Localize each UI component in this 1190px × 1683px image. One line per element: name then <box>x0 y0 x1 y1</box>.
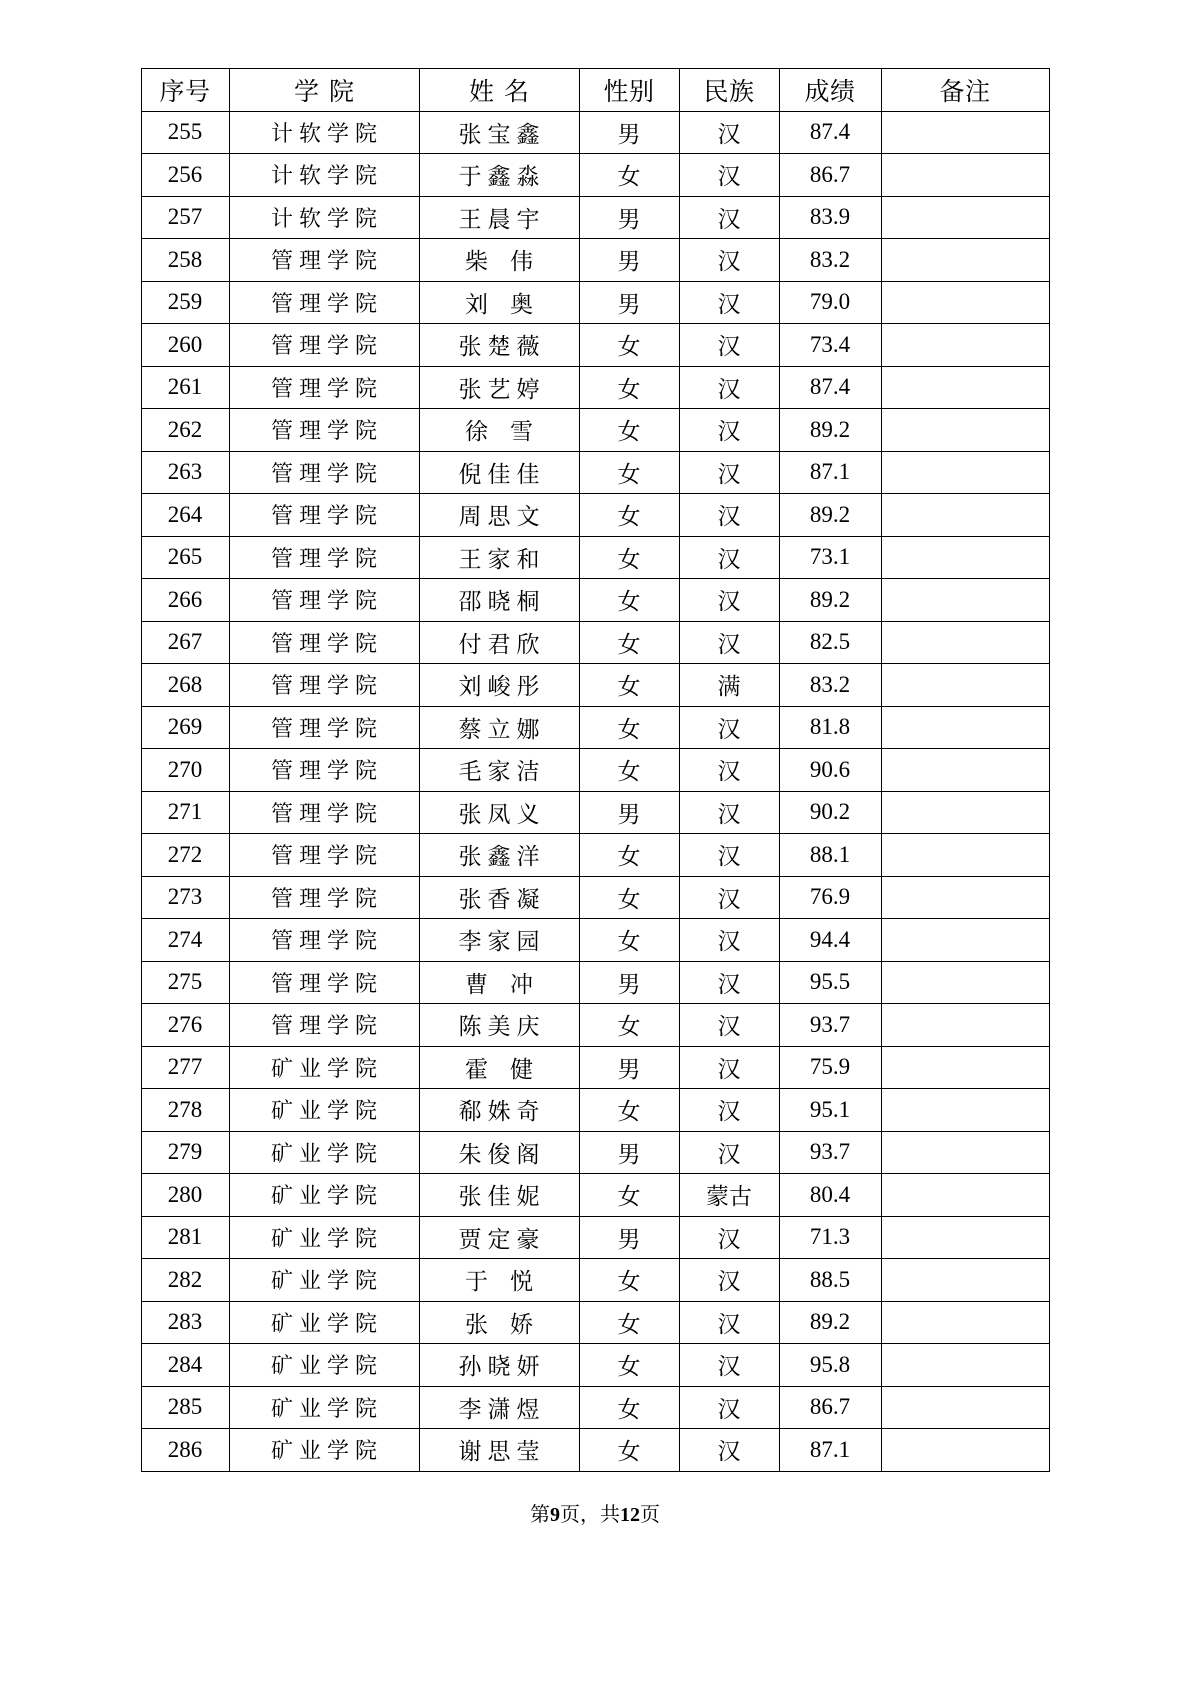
cell-gender: 男 <box>579 111 679 154</box>
cell-college: 管理学院 <box>229 791 419 834</box>
cell-ethnicity: 汉 <box>679 1429 779 1472</box>
cell-index: 283 <box>141 1301 229 1344</box>
cell-gender: 女 <box>579 1004 679 1047</box>
cell-index: 260 <box>141 324 229 367</box>
cell-gender: 女 <box>579 749 679 792</box>
cell-gender: 男 <box>579 791 679 834</box>
cell-name: 刘奥 <box>419 281 579 324</box>
cell-score: 86.7 <box>779 154 881 197</box>
cell-score: 81.8 <box>779 706 881 749</box>
cell-remark <box>881 409 1049 452</box>
cell-index: 261 <box>141 366 229 409</box>
cell-ethnicity: 汉 <box>679 111 779 154</box>
table-row <box>141 664 1049 707</box>
cell-score: 89.2 <box>779 1301 881 1344</box>
cell-gender: 男 <box>579 196 679 239</box>
table-row <box>141 1216 1049 1259</box>
cell-index: 275 <box>141 961 229 1004</box>
cell-name: 徐雪 <box>419 409 579 452</box>
cell-gender: 女 <box>579 536 679 579</box>
cell-ethnicity: 蒙古 <box>679 1174 779 1217</box>
cell-index: 268 <box>141 664 229 707</box>
cell-college: 管理学院 <box>229 834 419 877</box>
cell-index: 265 <box>141 536 229 579</box>
cell-ethnicity: 汉 <box>679 961 779 1004</box>
table-row <box>141 1131 1049 1174</box>
cell-remark <box>881 919 1049 962</box>
cell-name: 张宝鑫 <box>419 111 579 154</box>
cell-name: 柴伟 <box>419 239 579 282</box>
page-footer <box>141 1498 1049 1527</box>
cell-remark <box>881 1004 1049 1047</box>
table-row <box>141 451 1049 494</box>
cell-index: 273 <box>141 876 229 919</box>
cell-gender: 女 <box>579 1301 679 1344</box>
cell-index: 284 <box>141 1344 229 1387</box>
cell-remark <box>881 621 1049 664</box>
cell-score: 83.2 <box>779 664 881 707</box>
cell-gender: 男 <box>579 281 679 324</box>
cell-index: 280 <box>141 1174 229 1217</box>
cell-gender: 女 <box>579 451 679 494</box>
cell-index: 259 <box>141 281 229 324</box>
cell-name: 毛家洁 <box>419 749 579 792</box>
column-header-name: 姓名 <box>419 69 579 112</box>
table-row <box>141 1174 1049 1217</box>
table-row <box>141 579 1049 622</box>
cell-college: 计软学院 <box>229 111 419 154</box>
cell-gender: 男 <box>579 239 679 282</box>
cell-college: 管理学院 <box>229 1004 419 1047</box>
table-row <box>141 494 1049 537</box>
cell-college: 矿业学院 <box>229 1216 419 1259</box>
cell-score: 90.6 <box>779 749 881 792</box>
cell-score: 89.2 <box>779 494 881 537</box>
cell-name: 王家和 <box>419 536 579 579</box>
cell-score: 73.1 <box>779 536 881 579</box>
cell-college: 管理学院 <box>229 919 419 962</box>
cell-index: 266 <box>141 579 229 622</box>
cell-college: 管理学院 <box>229 876 419 919</box>
cell-college: 管理学院 <box>229 961 419 1004</box>
cell-index: 286 <box>141 1429 229 1472</box>
cell-gender: 男 <box>579 1046 679 1089</box>
table-row <box>141 1301 1049 1344</box>
cell-college: 矿业学院 <box>229 1344 419 1387</box>
cell-name: 张佳妮 <box>419 1174 579 1217</box>
cell-ethnicity: 汉 <box>679 324 779 367</box>
cell-ethnicity: 汉 <box>679 1259 779 1302</box>
cell-college: 管理学院 <box>229 664 419 707</box>
cell-ethnicity: 汉 <box>679 239 779 282</box>
cell-ethnicity: 汉 <box>679 536 779 579</box>
cell-index: 267 <box>141 621 229 664</box>
cell-index: 282 <box>141 1259 229 1302</box>
cell-gender: 女 <box>579 1386 679 1429</box>
cell-name: 于悦 <box>419 1259 579 1302</box>
cell-remark <box>881 1131 1049 1174</box>
cell-index: 276 <box>141 1004 229 1047</box>
cell-name: 刘峻彤 <box>419 664 579 707</box>
cell-score: 75.9 <box>779 1046 881 1089</box>
cell-name: 张娇 <box>419 1301 579 1344</box>
cell-college: 矿业学院 <box>229 1259 419 1302</box>
cell-gender: 女 <box>579 154 679 197</box>
cell-gender: 女 <box>579 366 679 409</box>
cell-index: 270 <box>141 749 229 792</box>
cell-college: 管理学院 <box>229 494 419 537</box>
cell-score: 86.7 <box>779 1386 881 1429</box>
cell-college: 管理学院 <box>229 281 419 324</box>
cell-remark <box>881 876 1049 919</box>
cell-name: 孙晓妍 <box>419 1344 579 1387</box>
cell-index: 279 <box>141 1131 229 1174</box>
cell-college: 管理学院 <box>229 749 419 792</box>
table-row <box>141 1089 1049 1132</box>
cell-gender: 女 <box>579 664 679 707</box>
table-row <box>141 196 1049 239</box>
table-row <box>141 919 1049 962</box>
footer-current-page: 9 <box>550 1503 560 1526</box>
cell-gender: 女 <box>579 409 679 452</box>
cell-ethnicity: 汉 <box>679 749 779 792</box>
cell-index: 271 <box>141 791 229 834</box>
cell-index: 264 <box>141 494 229 537</box>
cell-name: 李家园 <box>419 919 579 962</box>
cell-name: 张凤义 <box>419 791 579 834</box>
cell-score: 93.7 <box>779 1131 881 1174</box>
cell-ethnicity: 汉 <box>679 1089 779 1132</box>
cell-remark <box>881 1429 1049 1472</box>
cell-ethnicity: 汉 <box>679 366 779 409</box>
table-row <box>141 834 1049 877</box>
table-header <box>141 69 1049 112</box>
table-row <box>141 1046 1049 1089</box>
cell-index: 263 <box>141 451 229 494</box>
cell-gender: 女 <box>579 494 679 537</box>
table-row <box>141 791 1049 834</box>
cell-ethnicity: 汉 <box>679 1131 779 1174</box>
cell-name: 倪佳佳 <box>419 451 579 494</box>
cell-remark <box>881 961 1049 1004</box>
cell-name: 陈美庆 <box>419 1004 579 1047</box>
cell-index: 272 <box>141 834 229 877</box>
cell-score: 95.8 <box>779 1344 881 1387</box>
cell-ethnicity: 汉 <box>679 281 779 324</box>
table-row <box>141 366 1049 409</box>
cell-gender: 女 <box>579 579 679 622</box>
cell-score: 76.9 <box>779 876 881 919</box>
cell-gender: 女 <box>579 621 679 664</box>
column-header-ethnicity: 民族 <box>679 69 779 112</box>
cell-gender: 男 <box>579 961 679 1004</box>
cell-index: 281 <box>141 1216 229 1259</box>
table-row <box>141 706 1049 749</box>
cell-name: 邵晓桐 <box>419 579 579 622</box>
cell-college: 矿业学院 <box>229 1046 419 1089</box>
cell-remark <box>881 324 1049 367</box>
cell-name: 贾定豪 <box>419 1216 579 1259</box>
cell-college: 管理学院 <box>229 579 419 622</box>
cell-gender: 女 <box>579 324 679 367</box>
cell-score: 83.2 <box>779 239 881 282</box>
cell-college: 管理学院 <box>229 706 419 749</box>
cell-ethnicity: 汉 <box>679 834 779 877</box>
table-row <box>141 1429 1049 1472</box>
cell-ethnicity: 汉 <box>679 494 779 537</box>
cell-remark <box>881 1301 1049 1344</box>
cell-ethnicity: 汉 <box>679 791 779 834</box>
cell-index: 262 <box>141 409 229 452</box>
cell-remark <box>881 1259 1049 1302</box>
cell-score: 80.4 <box>779 1174 881 1217</box>
column-header-remark: 备注 <box>881 69 1049 112</box>
cell-name: 张香凝 <box>419 876 579 919</box>
cell-remark <box>881 239 1049 282</box>
cell-remark <box>881 451 1049 494</box>
table-header-row <box>141 69 1049 112</box>
cell-index: 269 <box>141 706 229 749</box>
cell-name: 郗姝奇 <box>419 1089 579 1132</box>
cell-college: 管理学院 <box>229 621 419 664</box>
cell-remark <box>881 1386 1049 1429</box>
cell-name: 付君欣 <box>419 621 579 664</box>
cell-ethnicity: 汉 <box>679 1216 779 1259</box>
cell-gender: 女 <box>579 1429 679 1472</box>
cell-gender: 女 <box>579 1344 679 1387</box>
table-row <box>141 536 1049 579</box>
cell-ethnicity: 汉 <box>679 706 779 749</box>
cell-college: 管理学院 <box>229 366 419 409</box>
cell-gender: 女 <box>579 834 679 877</box>
cell-name: 李潇煜 <box>419 1386 579 1429</box>
cell-remark <box>881 1046 1049 1089</box>
cell-ethnicity: 汉 <box>679 579 779 622</box>
cell-gender: 女 <box>579 1174 679 1217</box>
cell-remark <box>881 834 1049 877</box>
cell-college: 矿业学院 <box>229 1089 419 1132</box>
table-row <box>141 409 1049 452</box>
cell-ethnicity: 汉 <box>679 1301 779 1344</box>
cell-name: 张鑫洋 <box>419 834 579 877</box>
cell-gender: 男 <box>579 1131 679 1174</box>
cell-ethnicity: 汉 <box>679 1046 779 1089</box>
cell-score: 89.2 <box>779 409 881 452</box>
cell-ethnicity: 汉 <box>679 876 779 919</box>
table-row <box>141 324 1049 367</box>
table-row <box>141 749 1049 792</box>
cell-score: 95.1 <box>779 1089 881 1132</box>
cell-score: 79.0 <box>779 281 881 324</box>
cell-score: 83.9 <box>779 196 881 239</box>
cell-college: 管理学院 <box>229 409 419 452</box>
table-row <box>141 1259 1049 1302</box>
table-row <box>141 876 1049 919</box>
cell-college: 管理学院 <box>229 324 419 367</box>
cell-remark <box>881 1089 1049 1132</box>
cell-ethnicity: 汉 <box>679 154 779 197</box>
cell-score: 95.5 <box>779 961 881 1004</box>
table-row <box>141 1344 1049 1387</box>
cell-score: 90.2 <box>779 791 881 834</box>
cell-score: 87.1 <box>779 1429 881 1472</box>
cell-college: 管理学院 <box>229 536 419 579</box>
cell-ethnicity: 汉 <box>679 1386 779 1429</box>
cell-remark <box>881 111 1049 154</box>
cell-college: 矿业学院 <box>229 1174 419 1217</box>
cell-ethnicity: 汉 <box>679 1004 779 1047</box>
cell-score: 87.4 <box>779 111 881 154</box>
column-header-college: 学院 <box>229 69 419 112</box>
score-table <box>141 68 1050 1472</box>
cell-remark <box>881 1174 1049 1217</box>
cell-score: 87.4 <box>779 366 881 409</box>
cell-college: 矿业学院 <box>229 1131 419 1174</box>
footer-prefix: 第 <box>530 1503 550 1526</box>
cell-remark <box>881 154 1049 197</box>
cell-gender: 女 <box>579 1089 679 1132</box>
cell-remark <box>881 196 1049 239</box>
table-row <box>141 1004 1049 1047</box>
cell-name: 霍健 <box>419 1046 579 1089</box>
cell-ethnicity: 满 <box>679 664 779 707</box>
cell-ethnicity: 汉 <box>679 621 779 664</box>
cell-ethnicity: 汉 <box>679 1344 779 1387</box>
cell-name: 曹冲 <box>419 961 579 1004</box>
cell-index: 255 <box>141 111 229 154</box>
cell-index: 258 <box>141 239 229 282</box>
cell-name: 王晨宇 <box>419 196 579 239</box>
cell-college: 矿业学院 <box>229 1301 419 1344</box>
cell-gender: 女 <box>579 706 679 749</box>
column-header-score: 成绩 <box>779 69 881 112</box>
cell-name: 周思文 <box>419 494 579 537</box>
cell-index: 285 <box>141 1386 229 1429</box>
cell-gender: 女 <box>579 1259 679 1302</box>
cell-ethnicity: 汉 <box>679 196 779 239</box>
cell-score: 87.1 <box>779 451 881 494</box>
cell-ethnicity: 汉 <box>679 409 779 452</box>
cell-college: 矿业学院 <box>229 1386 419 1429</box>
cell-remark <box>881 1216 1049 1259</box>
table-row <box>141 281 1049 324</box>
cell-index: 277 <box>141 1046 229 1089</box>
table-row <box>141 111 1049 154</box>
cell-name: 张艺婷 <box>419 366 579 409</box>
cell-score: 94.4 <box>779 919 881 962</box>
cell-remark <box>881 494 1049 537</box>
cell-college: 计软学院 <box>229 196 419 239</box>
cell-index: 256 <box>141 154 229 197</box>
cell-gender: 女 <box>579 876 679 919</box>
cell-score: 93.7 <box>779 1004 881 1047</box>
footer-total-pages: 12 <box>620 1503 640 1526</box>
cell-name: 张楚薇 <box>419 324 579 367</box>
cell-remark <box>881 281 1049 324</box>
cell-college: 矿业学院 <box>229 1429 419 1472</box>
cell-remark <box>881 536 1049 579</box>
cell-ethnicity: 汉 <box>679 451 779 494</box>
cell-gender: 女 <box>579 919 679 962</box>
cell-score: 73.4 <box>779 324 881 367</box>
cell-name: 谢思莹 <box>419 1429 579 1472</box>
cell-college: 计软学院 <box>229 154 419 197</box>
cell-score: 71.3 <box>779 1216 881 1259</box>
cell-remark <box>881 1344 1049 1387</box>
footer-middle: 页，共 <box>560 1503 620 1526</box>
cell-remark <box>881 791 1049 834</box>
cell-remark <box>881 706 1049 749</box>
table-row <box>141 239 1049 282</box>
table-row <box>141 961 1049 1004</box>
table-body <box>141 111 1049 1471</box>
cell-ethnicity: 汉 <box>679 919 779 962</box>
cell-remark <box>881 664 1049 707</box>
footer-suffix: 页 <box>640 1503 660 1526</box>
column-header-gender: 性别 <box>579 69 679 112</box>
cell-remark <box>881 749 1049 792</box>
cell-index: 257 <box>141 196 229 239</box>
cell-score: 89.2 <box>779 579 881 622</box>
column-header-index: 序号 <box>141 69 229 112</box>
cell-remark <box>881 579 1049 622</box>
table-row <box>141 154 1049 197</box>
cell-name: 于鑫淼 <box>419 154 579 197</box>
cell-college: 管理学院 <box>229 451 419 494</box>
cell-name: 朱俊阁 <box>419 1131 579 1174</box>
cell-score: 88.1 <box>779 834 881 877</box>
table-row <box>141 621 1049 664</box>
cell-name: 蔡立娜 <box>419 706 579 749</box>
cell-index: 274 <box>141 919 229 962</box>
cell-index: 278 <box>141 1089 229 1132</box>
cell-college: 管理学院 <box>229 239 419 282</box>
cell-score: 82.5 <box>779 621 881 664</box>
cell-gender: 男 <box>579 1216 679 1259</box>
table-row <box>141 1386 1049 1429</box>
cell-remark <box>881 366 1049 409</box>
cell-score: 88.5 <box>779 1259 881 1302</box>
